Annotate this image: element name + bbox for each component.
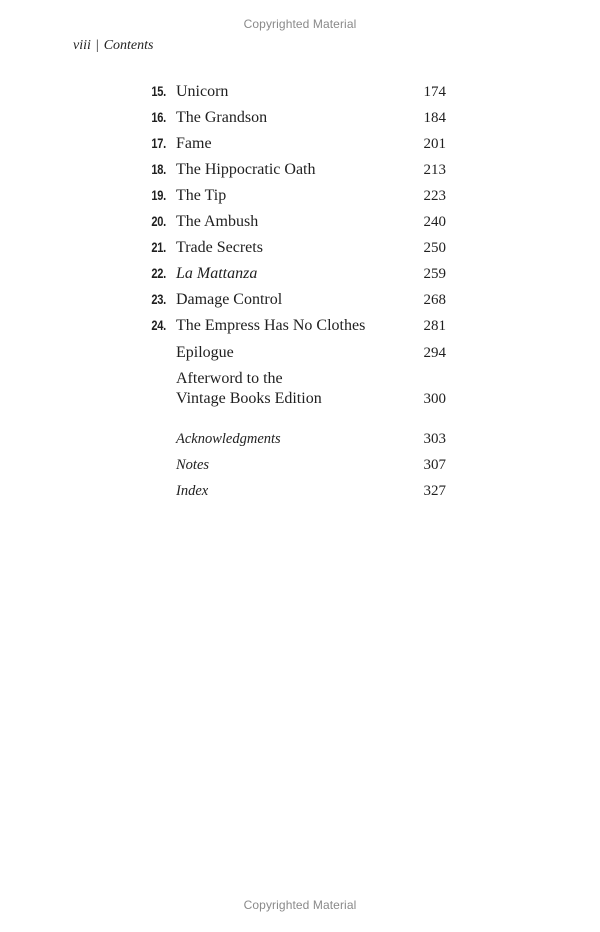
toc-entry xyxy=(0,290,600,312)
chapter-title: The Tip xyxy=(176,187,227,204)
toc-entry xyxy=(0,212,600,234)
chapter-number: 15. xyxy=(151,84,166,99)
page-number: 213 xyxy=(423,162,446,178)
toc-entry xyxy=(0,134,600,156)
section-title-line-1: Afterword to the xyxy=(176,370,283,387)
section-name: Contents xyxy=(103,38,154,53)
page-number: 250 xyxy=(423,240,446,256)
chapter-title: Fame xyxy=(176,135,212,152)
section-title: Index xyxy=(176,483,209,499)
toc-entry xyxy=(0,429,600,451)
section-title-line-2: Vintage Books Edition xyxy=(176,390,322,407)
section-title: Acknowledgments xyxy=(176,431,281,447)
chapter-number: 22. xyxy=(151,266,166,281)
chapter-number: 19. xyxy=(151,188,166,203)
page-numeral: viii xyxy=(73,38,91,53)
section-title xyxy=(176,369,322,409)
chapter-number: 16. xyxy=(151,110,166,125)
chapter-title: Unicorn xyxy=(176,83,229,100)
toc-entry xyxy=(0,369,600,413)
toc-entry xyxy=(0,455,600,477)
chapter-title: The Empress Has No Clothes xyxy=(176,317,366,334)
chapter-title: The Hippocratic Oath xyxy=(176,161,316,178)
toc-entry xyxy=(0,160,600,182)
toc-entry xyxy=(0,186,600,208)
chapter-number: 21. xyxy=(151,240,166,255)
page-number: 327 xyxy=(423,483,446,499)
toc-entry xyxy=(0,108,600,130)
page-number: 303 xyxy=(423,431,446,447)
page-number: 240 xyxy=(423,214,446,230)
chapter-title: Trade Secrets xyxy=(176,239,263,256)
toc-entry xyxy=(0,264,600,286)
copyright-watermark-bottom: Copyrighted Material xyxy=(243,898,357,912)
page-number: 223 xyxy=(423,188,446,204)
chapter-number: 17. xyxy=(151,136,166,151)
section-title: Notes xyxy=(176,457,210,473)
page-number: 294 xyxy=(423,345,446,361)
toc-entry xyxy=(0,238,600,260)
chapter-number: 18. xyxy=(151,162,166,177)
toc-entry xyxy=(0,82,600,104)
copyright-watermark-top: Copyrighted Material xyxy=(243,17,357,31)
running-head-separator: | xyxy=(95,38,99,53)
page-number: 307 xyxy=(423,457,446,473)
page-number: 259 xyxy=(423,266,446,282)
toc-entry xyxy=(0,343,600,365)
chapter-title: The Ambush xyxy=(176,213,259,230)
toc-entry xyxy=(0,481,600,503)
page-number: 268 xyxy=(423,292,446,308)
chapter-number: 23. xyxy=(151,292,166,307)
chapter-number: 24. xyxy=(151,318,166,333)
page-number: 174 xyxy=(423,84,446,100)
chapter-title: La Mattanza xyxy=(176,265,258,282)
page-number: 281 xyxy=(423,318,446,334)
toc-entry xyxy=(0,316,600,338)
page-number: 201 xyxy=(423,136,446,152)
section-title: Epilogue xyxy=(176,344,234,361)
page-number: 300 xyxy=(423,391,446,407)
chapter-title: The Grandson xyxy=(176,109,268,126)
page-number: 184 xyxy=(423,110,446,126)
chapter-title: Damage Control xyxy=(176,291,283,308)
chapter-number: 20. xyxy=(151,214,166,229)
